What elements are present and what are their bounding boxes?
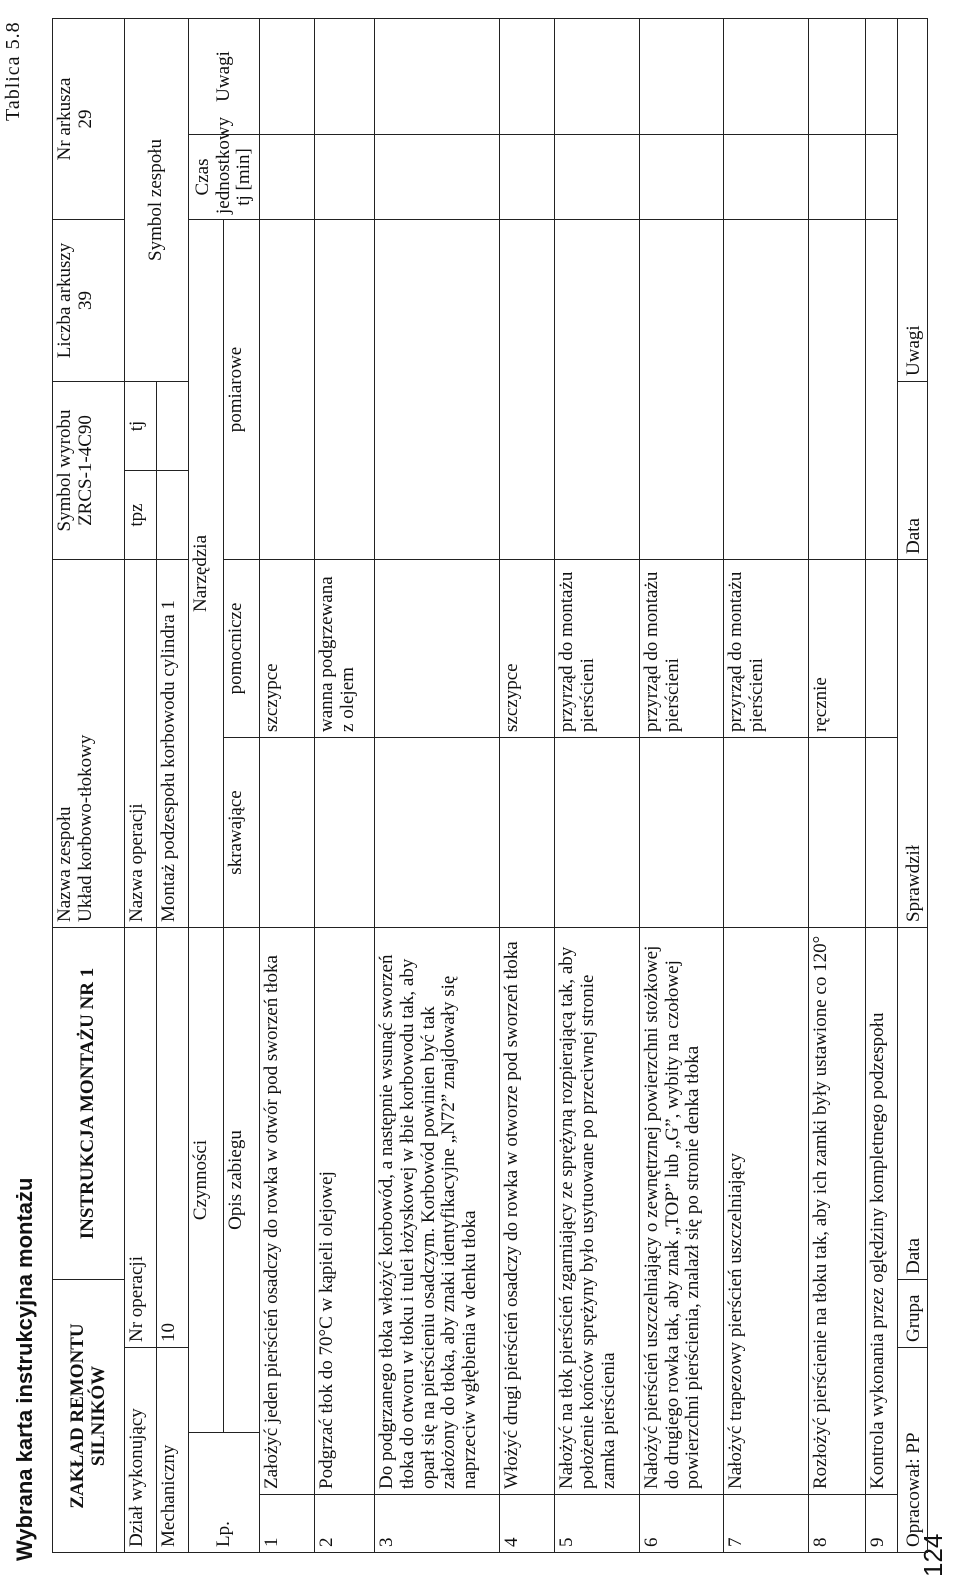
auxiliary-tools-header: pomocnicze: [224, 559, 260, 737]
prepared-by-label: Opracował: PP: [898, 1348, 928, 1553]
row-measuring: [809, 219, 866, 559]
date-label: Data: [898, 927, 928, 1279]
row-measuring: [866, 219, 898, 559]
page-title: Wybrana karta instrukcyjna montażu: [12, 1177, 37, 1561]
row-measuring: [724, 219, 809, 559]
row-remarks: [260, 18, 315, 134]
table-row: [260, 18, 315, 1552]
sheet-count-cell: [53, 219, 125, 381]
row-cutting: [260, 737, 315, 927]
row-measuring: [639, 219, 724, 559]
row-measuring: [499, 219, 554, 559]
row-cutting: [639, 737, 724, 927]
row-cutting: [866, 737, 898, 927]
table-row: [499, 18, 554, 1552]
row-auxiliary: przyrząd do montażu pierścieni: [639, 559, 724, 737]
row-auxiliary: szczypce: [499, 559, 554, 737]
row-auxiliary: wanna podgrzewana z olejem: [315, 559, 374, 737]
sheet-number-label: Nr arkusza: [54, 77, 75, 161]
row-auxiliary: przyrząd do montażu pierścieni: [554, 559, 639, 737]
table-row: [374, 18, 499, 1552]
lp-header: Lp.: [188, 1433, 260, 1553]
row-lp: 9: [866, 1495, 898, 1553]
row-remarks: [374, 18, 499, 134]
assembly-name-cell: [53, 559, 125, 927]
department-value: Mechaniczny: [156, 1348, 188, 1553]
row-time: [554, 134, 639, 219]
row-time: [866, 134, 898, 219]
row-remarks: [639, 18, 724, 134]
assembly-name-label: Nazwa zespołu: [54, 806, 75, 922]
group-label: Grupa: [898, 1279, 928, 1347]
page-number: 124: [918, 1533, 948, 1577]
table-row: [639, 18, 724, 1552]
row-description: Założyć jeden pierścień osadczy do rowka w otwór pod sworzeń tłoka: [260, 927, 315, 1494]
assembly-symbol-label: Symbol zespołu: [125, 18, 189, 381]
product-symbol-cell: [53, 381, 125, 559]
row-remarks: [315, 18, 374, 134]
row-auxiliary: [866, 559, 898, 737]
table-row: [315, 18, 374, 1552]
row-measuring: [374, 219, 499, 559]
row-auxiliary: szczypce: [260, 559, 315, 737]
row-cutting: [809, 737, 866, 927]
row-time: [639, 134, 724, 219]
operation-number-label: Nr operacji: [125, 927, 157, 1347]
row-auxiliary: ręcznie: [809, 559, 866, 737]
product-symbol-value: ZRCS-1-4C90: [74, 415, 96, 526]
product-symbol-label: Symbol wyrobu: [54, 409, 75, 532]
row-lp: 4: [499, 1495, 554, 1553]
measuring-tools-header: pomiarowe: [224, 219, 260, 559]
row-description: Rozłożyć pierścienie na tłoku tak, aby ich zamki były ustawione co 120°: [809, 927, 866, 1494]
row-remarks: [809, 18, 866, 134]
instruction-title: INSTRUKCJA MONTAŻU NR 1: [53, 927, 125, 1279]
tj-label: tj: [125, 381, 157, 470]
row-remarks: [724, 18, 809, 134]
remarks-header: Uwagi: [188, 18, 260, 134]
tpz-value: [156, 470, 188, 559]
row-remarks: [554, 18, 639, 134]
table-row: [724, 18, 809, 1552]
row-cutting: [499, 737, 554, 927]
remarks-label: Uwagi: [898, 18, 928, 381]
row-lp: 2: [315, 1495, 374, 1553]
sheet-count-value: 39: [74, 290, 96, 310]
row-lp: 8: [809, 1495, 866, 1553]
description-header: Opis zabiegu: [224, 927, 260, 1432]
assembly-name-value: Układ korbowo-tłokowy: [74, 734, 96, 922]
activities-header: Czynności: [188, 927, 224, 1432]
row-time: [499, 134, 554, 219]
row-time: [724, 134, 809, 219]
time-header: Czas jednostkowy tj [min]: [188, 134, 260, 219]
row-time: [260, 134, 315, 219]
sheet-number-cell: [53, 18, 125, 219]
company-name: ZAKŁAD REMONTU SILNIKÓW: [53, 1279, 125, 1552]
row-lp: 7: [724, 1495, 809, 1553]
row-measuring: [260, 219, 315, 559]
row-lp: 6: [639, 1495, 724, 1553]
table-label: Tablica 5.8: [2, 21, 24, 121]
row-remarks: [499, 18, 554, 134]
table-row: [554, 18, 639, 1552]
row-time: [374, 134, 499, 219]
row-description: Kontrola wykonania przez oględziny kompletnego podzespołu: [866, 927, 898, 1494]
footer-row: [898, 18, 928, 1552]
row-auxiliary: [374, 559, 499, 737]
table-row: [809, 18, 866, 1552]
row-description: Nałożyć pierścień uszczelniający o zewnętrznej powierzchni stożkowej do drugiego rowka tak, aby znak „TOP” lub „G”, wybity na czołowej powierzchni pierścienia, znalazł się po stronie denka tłoka: [639, 927, 724, 1494]
operation-number-value: 10: [156, 927, 188, 1347]
row-time: [315, 134, 374, 219]
row-lp: 3: [374, 1495, 499, 1553]
tpz-label: tpz: [125, 470, 157, 559]
operation-name-value: Montaż podzespołu korbowodu cylindra 1: [156, 559, 188, 927]
department-label: Dział wykonujący: [125, 1348, 157, 1553]
row-description: Do podgrzanego tłoka włożyć korbowód, a następnie wsunąć sworzeń tłoka do otworu w tłoku i tulei łożyskowej w łbie korbowodu tak, aby oparł się na pierścieniu osadczym. Korbowód powinien być tak założony do tłoka, aby znaki identyfikacyjne „N72” znajdowały się naprzeciw wgłębienia w denku tłoka: [374, 927, 499, 1494]
row-cutting: [554, 737, 639, 927]
sheet-number-value: 29: [74, 109, 96, 129]
row-measuring: [315, 219, 374, 559]
tools-header: Narzędzia: [188, 219, 224, 927]
sheet-count-label: Liczba arkuszy: [54, 242, 75, 359]
row-measuring: [554, 219, 639, 559]
checked-by-label: Sprawdził: [898, 559, 928, 927]
row-lp: 1: [260, 1495, 315, 1553]
date-label-2: Data: [898, 381, 928, 559]
row-cutting: [315, 737, 374, 927]
row-auxiliary: przyrząd do montażu pierścieni: [724, 559, 809, 737]
row-time: [809, 134, 866, 219]
row-cutting: [724, 737, 809, 927]
row-remarks: [866, 18, 898, 134]
tj-value: [156, 381, 188, 470]
row-description: Podgrzać tłok do 70°C w kąpieli olejowej: [315, 927, 374, 1494]
row-description: Nałożyć na tłok pierścień zgarniający ze sprężyną rozpierającą tak, aby położenie końców sprężyny było usytuowane po przeciwnej stronie zamka pierścienia: [554, 927, 639, 1494]
row-lp: 5: [554, 1495, 639, 1553]
cutting-tools-header: skrawające: [224, 737, 260, 927]
row-description: Włożyć drugi pierścień osadczy do rowka w otworze pod sworzeń tłoka: [499, 927, 554, 1494]
table-row: [866, 18, 898, 1552]
row-description: Nałożyć trapezowy pierścień uszczelniający: [724, 927, 809, 1494]
operation-name-label: Nazwa operacji: [125, 559, 157, 927]
instruction-card-table: [52, 18, 928, 1553]
row-cutting: [374, 737, 499, 927]
